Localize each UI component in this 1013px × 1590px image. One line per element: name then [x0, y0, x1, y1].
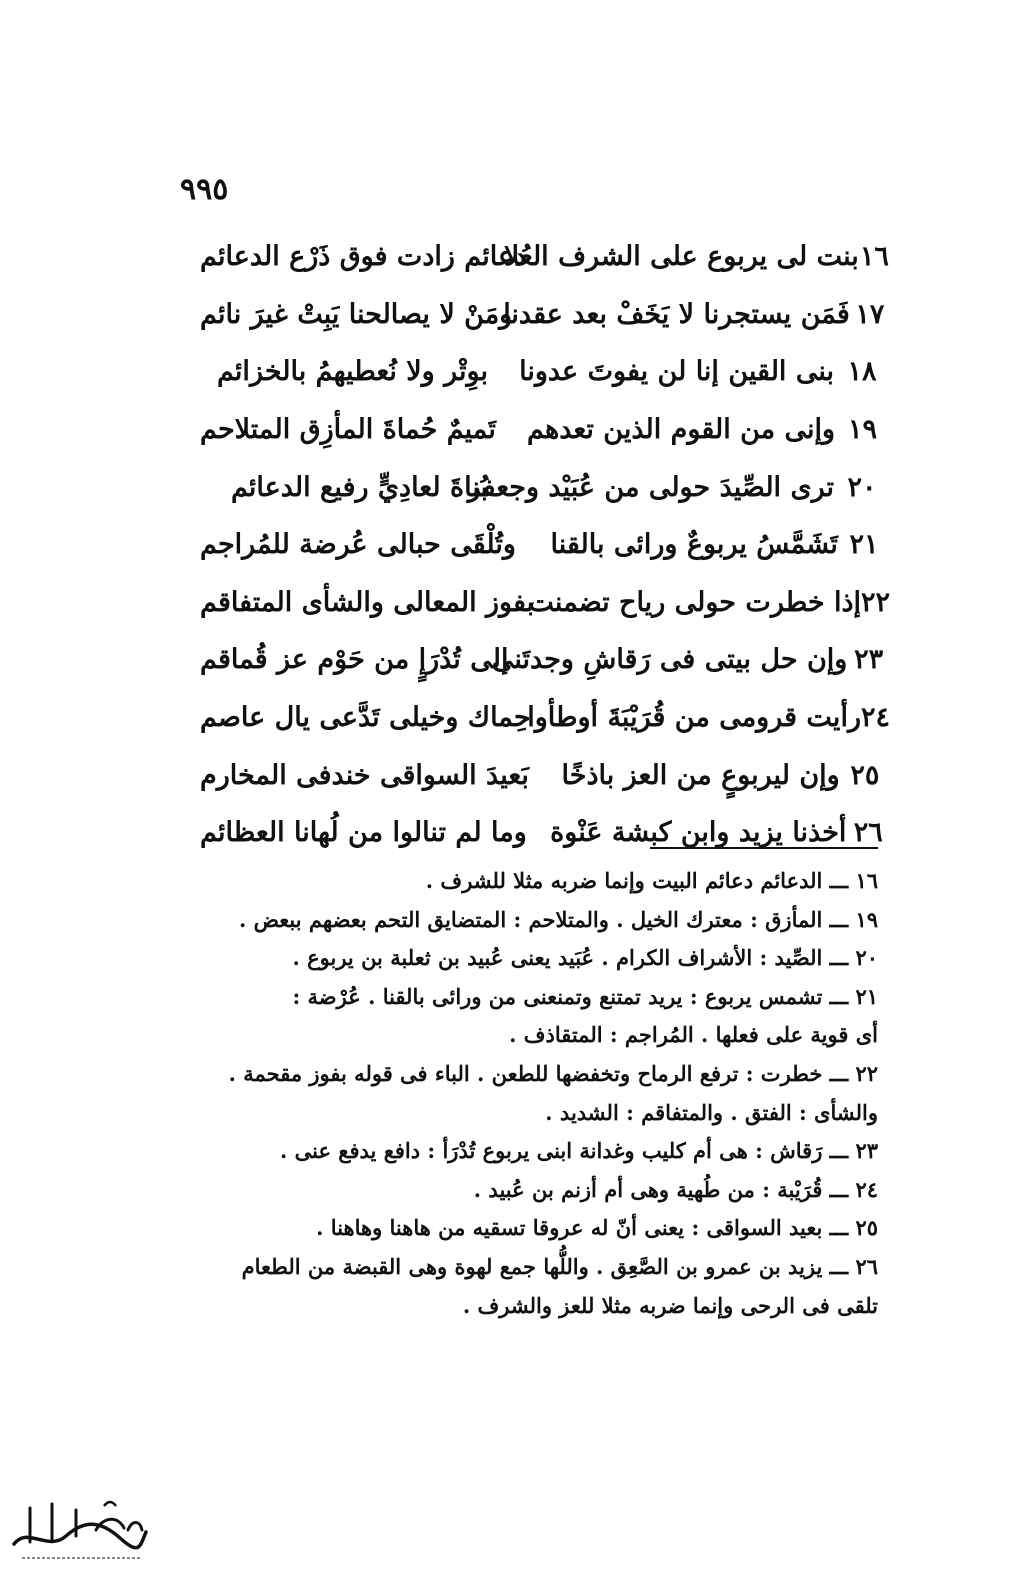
uploader-stamp-logo: [8, 1486, 150, 1568]
verse-first-hemistich: وإن ليربوعٍ من العز باذخًا: [561, 759, 840, 791]
verse-first-hemistich: بنى القين إنا لن يفوتَ عدونا: [519, 356, 834, 388]
verse-first-hemistich: تَشَمَّسُ يربوعٌ ورائى بالقنا: [550, 529, 838, 561]
verse-second-hemistich: تَميمٌ حُماةَ المأزِق المتلاحم: [200, 414, 496, 446]
verse-first-hemistich: وإنى من القوم الذين تعدهم: [526, 414, 836, 446]
page-number: ٩٩٥: [180, 172, 229, 207]
verse-number: ١٧: [855, 298, 885, 330]
verse-second-hemistich: بُناةَ لعادِيٍّ رفيع الدعائم: [230, 471, 488, 503]
verse-first-hemistich: بنت لى يربوع على الشرف العُلا: [503, 241, 859, 273]
verse-second-hemistich: بوِتْر ولا نُعطيهمُ بالخزائم: [216, 356, 488, 388]
verse-row: [200, 286, 890, 344]
footnote: ٢٢ ـــ خطرت : ترفع الرماح وتخفضها للطعن . الباء فى قوله بفوز مقحمة .: [228, 1060, 878, 1086]
verse-row: [200, 401, 890, 459]
verse-second-hemistich: دعائم زادت فوق ذَرْع الدعائم: [200, 241, 527, 273]
footnote-continuation: والشأى : الفتق . والمتفاقم : الشديد .: [545, 1099, 878, 1125]
verse-first-hemistich: إذا خطرت حولى رياح تضمنت: [528, 586, 861, 618]
verse-number: ١٨: [847, 356, 877, 388]
footnote: ٢٠ ـــ الصِّيد : الأشراف الكرام . عُبَيد يعنى عُبيد بن ثعلبة بن يربوع .: [292, 945, 878, 971]
footnote-divider: [650, 847, 878, 849]
verse-first-hemistich: أخذنا يزيد وابن كبشة عَنْوة: [550, 817, 847, 849]
verse-row: [200, 804, 890, 862]
verse-number: ١٦: [859, 241, 889, 273]
verse-number: ٢٠: [847, 471, 877, 503]
footnote: ١٦ ـــ الدعائم دعائم البيت وإنما ضربه مثلا للشرف .: [425, 868, 878, 893]
verse-first-hemistich: رأيت قرومى من قُرَيْبَةَ أوطأوا: [527, 702, 861, 734]
verse-first-hemistich: فَمَن يستجرنا لا يَخَفْ بعد عقدنا: [503, 298, 850, 330]
verse-number: ٢٣: [854, 644, 884, 676]
verse-first-hemistich: وإن حل بيتى فى رَقاشِ وجدتَنى: [491, 644, 848, 676]
verse-row: [200, 631, 890, 689]
footnote: ٢١ ـــ تشمس يربوع : يريد تمتنع وتمنعنى من ورائى بالقنا . عُرْضة :: [292, 983, 878, 1009]
footnote: ٢٣ ـــ رَقاش : هى أم كليب وغدانة ابنى يربوع تُدْرَأ : دافع يدفع عنى .: [280, 1138, 878, 1164]
footnotes: [160, 862, 878, 1325]
verse-row: [200, 516, 890, 574]
footnote-continuation: أى قوية على فعلها . المُراجم : المتقاذف .: [509, 1022, 878, 1048]
footnote-continuation: تلقى فى الرحى وإنما ضربه مثلا للعز والشرف .: [462, 1292, 878, 1318]
verse-second-hemistich: وتُلْقَى حبالى عُرضة للمُراجم: [200, 529, 516, 561]
poem-verses: [200, 228, 890, 862]
verse-number: ٢٤: [860, 702, 890, 734]
verse-row: [200, 343, 890, 401]
footnote: ١٩ ـــ المأزق : معترك الخيل . والمتلاحم : المتضايق التحم بعضهم ببعض .: [238, 906, 878, 932]
verse-row: [200, 228, 890, 286]
verse-row: [200, 458, 890, 516]
verse-second-hemistich: بفوز المعالى والشأى المتفاقم: [200, 586, 535, 618]
footnote: ٢٥ ـــ بعيد السواقى : يعنى أنّ له عروقا تسقيه من هاهنا وهاهنا .: [316, 1215, 878, 1241]
verse-second-hemistich: ومَنْ لا يصالحنا يَبِتْ غيرَ نائم: [200, 298, 513, 330]
footnote: ٢٤ ـــ قُرَيْبة : من طُهية وهى أم أزنم بن عُبيد .: [473, 1176, 878, 1202]
verse-row: [200, 746, 890, 804]
verse-number: ١٩: [848, 414, 878, 446]
verse-row: [200, 689, 890, 747]
verse-second-hemistich: وما لم تنالوا من لُهانا العظائم: [200, 817, 527, 849]
footnote: ٢٦ ـــ يزيد بن عمرو بن الصَّعِق . واللُّها جمع لهوة وهى القبضة من الطعام: [241, 1253, 878, 1279]
verse-number: ٢٦: [853, 817, 883, 849]
verse-number: ٢١: [849, 529, 879, 561]
verse-number: ٢٢: [860, 586, 890, 618]
verse-first-hemistich: ترى الصِّيدَ حولى من عُبَيْد وجعفر: [467, 471, 834, 503]
verse-second-hemistich: إلى تُدْرَإٍ من حَوْم عز قُماقم: [200, 644, 509, 676]
verse-second-hemistich: بَعيدَ السواقى خندفى المخارم: [200, 759, 529, 791]
verse-row: [200, 574, 890, 632]
verse-number: ٢٥: [850, 759, 880, 791]
verse-second-hemistich: حِماك وخيلى تَدَّعى يال عاصم: [200, 702, 531, 734]
